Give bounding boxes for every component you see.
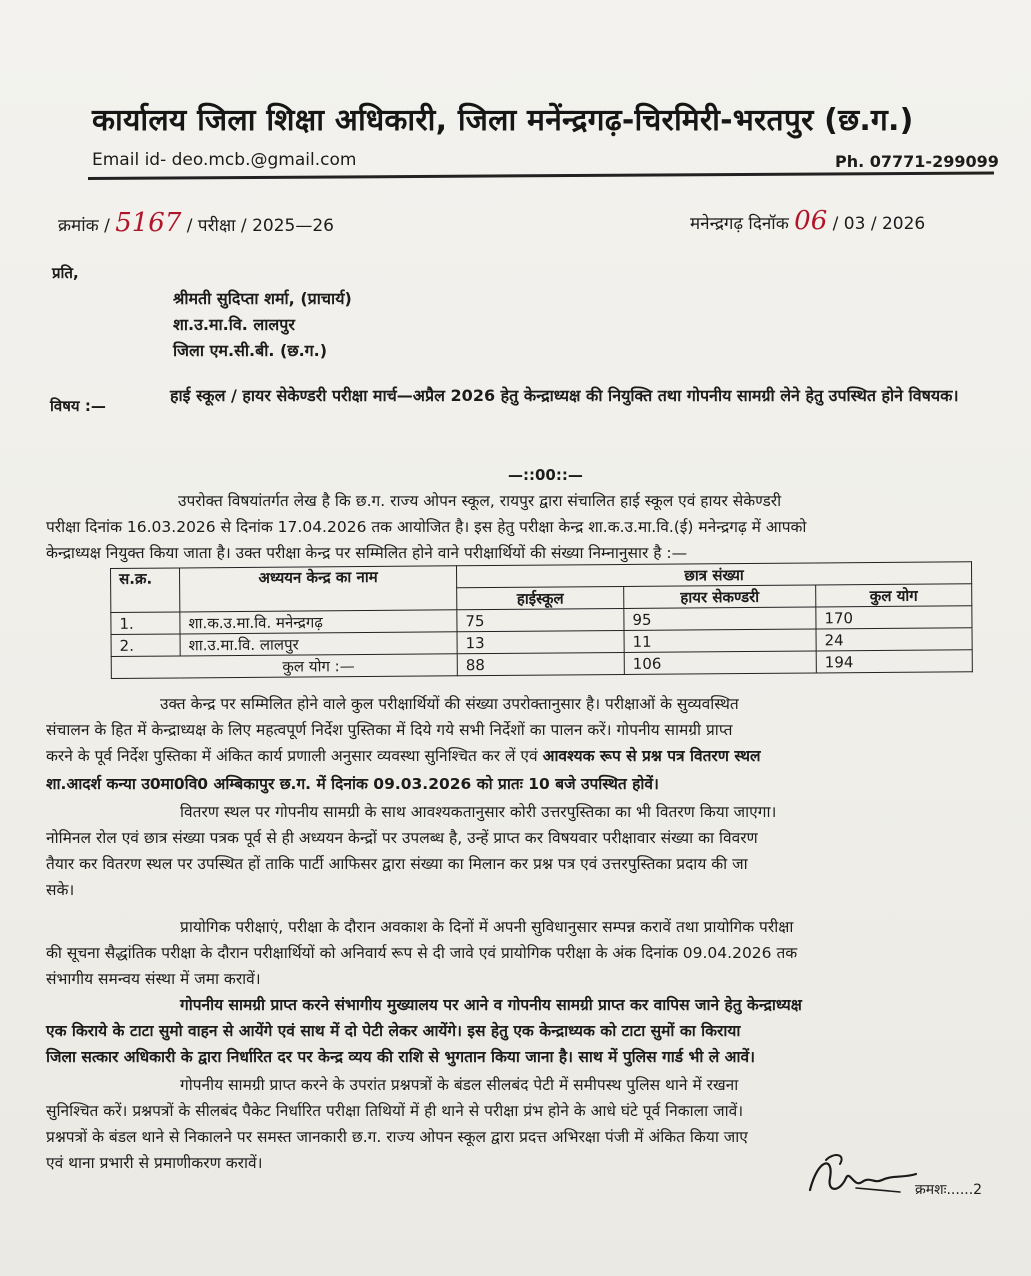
cell-sno: 1. [111,612,180,635]
cell-grand-total: 194 [816,650,972,673]
subject-label: विषय :— [50,397,106,415]
cell-highschool: 13 [457,630,624,653]
paragraph-line: सुनिश्चित करें। प्रश्नपत्रों के सीलबंद पैकेट निर्धारित परीक्षा तिथियों में ही थाने से परीक्षा प्रंभ होने के आधे घंटे पूर्व निकाला जावें। [46,1102,744,1120]
cell-total-higher-secondary: 106 [624,651,816,675]
paragraph-line: सके। [46,881,75,899]
cell-total-highschool: 88 [457,652,624,675]
recipient-line: श्रीमती सुदिप्ता शर्मा, (प्राचार्य) [173,289,352,308]
phone-number: Ph. 07771-299099 [835,152,999,171]
cell-sno: 2. [111,634,180,657]
office-title: कार्यालय जिला शिक्षा अधिकारी, जिला मनेंन्द्रगढ़-चिरमिरी-भरतपुर (छ.ग.) [92,103,914,138]
paragraph-line: एवं थाना प्रभारी से प्रमाणीकरण करावें। [46,1154,263,1172]
paragraph-line: की सूचना सैद्धांतिक परीक्षा के दौरान परीक्षार्थियों को अनिवार्य रूप से दी जावे एवं प्रायोगिक परीक्षा के अंक दिनांक 09.04.2026 तक [46,944,798,962]
paragraph-bold-text: आवश्यक रूप से प्रश्न पत्र वितरण स्थल [542,747,761,765]
paragraph-line: वितरण स्थल पर गोपनीय सामग्री के साथ आवश्यकतानुसार कोरी उत्तरपुस्तिका का भी वितरण किया जाएगा। [180,803,777,821]
cell-center-name: शा.क.उ.मा.वि. मनेन्द्रगढ़ [180,610,457,634]
paragraph-line [46,744,761,766]
paragraph-line-bold: शा.आदर्श कन्या उ0मा0वि0 अम्बिकापुर छ.ग. में दिनांक 09.03.2026 को प्रातः 10 बजे उपस्थित होवें। [46,775,659,793]
paragraph-line: संभागीय समन्वय संस्था में जमा करावें। [46,970,261,988]
date-rest: / 03 / 2026 [832,214,926,234]
reference-number [58,208,334,238]
recipient-line: शा.उ.मा.वि. लालपुर [173,315,295,334]
paragraph-line: प्रश्नपत्रों के बंडल थाने से निकालने पर समस्त जानकारी छ.ग. राज्य ओपन स्कूल द्वारा प्रदत्त अभिरक्षा पंजी में अंकित किया जाए [46,1128,748,1146]
paragraph-line: केन्द्राध्यक्ष नियुक्त किया जाता है। उक्त परीक्षा केन्द्र पर सम्मिलित होने वाने परीक्षार्थियों की संख्या निम्नानुसार है :— [46,544,688,562]
header-sno: स.क्र. [111,568,180,613]
reference-prefix: क्रमांक / [58,216,110,236]
cell-empty [111,656,180,679]
paragraph-line: परीक्षा दिनांक 16.03.2026 से दिनांक 17.04.2026 तक आयोजित है। इस हेतु परीक्षा केन्द्र शा.क.उ.मा.वि.(ई) मनेन्द्रगढ़ में आपको [46,518,807,536]
header-higher-secondary: हायर सेकण्डरी [624,585,816,609]
student-count-table [110,561,973,679]
section-divider: —::00::— [508,466,583,484]
subject-text: हाई स्कूल / हायर सेकेण्डरी परीक्षा मार्च—अप्रैल 2026 हेतु केन्द्राध्यक्ष की नियुक्ति तथा गोपनीय सामग्री लेने हेतु उपस्थित होने विषयक। [170,386,959,405]
paragraph-line: प्रायोगिक परीक्षाएं, परीक्षा के दौरान अवकाश के दिनों में अपनी सुविधानुसार सम्पन्न करावें तथा प्रायोगिक परीक्षा [180,918,794,936]
paragraph-line: नोमिनल रोल एवं छात्र संख्या पत्रक पूर्व से ही अध्ययन केन्द्रों पर उपलब्ध है, उन्हें प्राप्त कर विषयवार परीक्षावार संख्या का विवरण [46,829,758,847]
header-center-name: अध्ययन केन्द्र का नाम [180,566,457,612]
paragraph-line-bold: जिला सत्कार अधिकारी के द्वारा निर्धारित दर पर केन्द्र व्यय की राशि से भुगतान किया जाना है। साथ में पुलिस गार्ड भी ले आवें। [46,1048,755,1066]
cell-total: 24 [816,628,972,651]
email-id: Email id- deo.mcb.@gmail.com [92,150,357,170]
place-date-label: मनेन्द्रगढ़ दिनॉक [690,214,789,234]
signature [800,1148,920,1208]
cell-higher-secondary: 95 [624,607,816,631]
paragraph-line-bold: एक किराये के टाटा सुमो वाहन से आयेंगे एवं साथ में दो पेटी लेकर आयेंगे। इस हेतु एक केन्द्राध्यक को टाटा सुमों का किराया [46,1022,741,1040]
paragraph-line: तैयार कर वितरण स्थल पर उपस्थित हों ताकि पार्टी आफिसर द्वारा संख्या का मिलान कर प्रश्न पत्र एवं उत्तरपुस्तिका प्रदाय की जा [46,855,748,873]
cell-higher-secondary: 11 [624,629,816,653]
recipient-line: जिला एम.सी.बी. (छ.ग.) [173,341,328,360]
reference-handwritten-number: 5167 [115,208,182,238]
continued-marker: क्रमशः......2 [915,1182,983,1198]
cell-total-label: कुल योग :— [180,654,457,678]
paragraph-line: संचालन के हित में केन्द्राध्यक्ष के लिए महत्वपूर्ण निर्देश पुस्तिका में दिये गये सभी निर्देशों का पालन करें। गोपनीय सामग्री प्राप्त [46,721,733,739]
paragraph-line-bold: गोपनीय सामग्री प्राप्त करने संभागीय मुख्यालय पर आने व गोपनीय सामग्री प्राप्त कर वापिस जाने हेतु केन्द्राध्यक्ष [180,996,802,1014]
paragraph-line: उपरोक्त विषयांतर्गत लेख है कि छ.ग. राज्य ओपन स्कूल, रायपुर द्वारा संचालित हाई स्कूल एवं हायर सेकेण्डरी [178,492,782,510]
cell-total: 170 [816,606,972,629]
paragraph-text: करने के पूर्व निर्देश पुस्तिका में अंकित कार्य प्रणाली अनुसार व्यवस्था सुनिश्चित कर लें एवं [46,747,538,765]
header-highschool: हाईस्कूल [457,586,624,609]
paragraph-line: गोपनीय सामग्री प्राप्त करने के उपरांत प्रश्नपत्रों के बंडल सीलबंद पेटी में समीपस्थ पुलिस थाने में रखना [180,1076,739,1094]
header-total: कुल योग [816,584,972,607]
date-day-handwritten: 06 [794,206,828,236]
cell-highschool: 75 [457,608,624,631]
header-divider [88,171,994,180]
paragraph-line: उक्त केन्द्र पर सम्मिलित होने वाले कुल परीक्षार्थियों की संख्या उपरोक्तानुसार है। परीक्षाओं के सुव्यवस्थित [160,695,739,713]
header-student-count: छात्र संख्या [456,562,971,588]
reference-suffix: / परीक्षा / 2025—26 [186,216,334,236]
cell-center-name: शा.उ.मा.वि. लालपुर [180,632,457,656]
place-date [690,206,925,236]
recipient-label: प्रति, [52,264,79,282]
